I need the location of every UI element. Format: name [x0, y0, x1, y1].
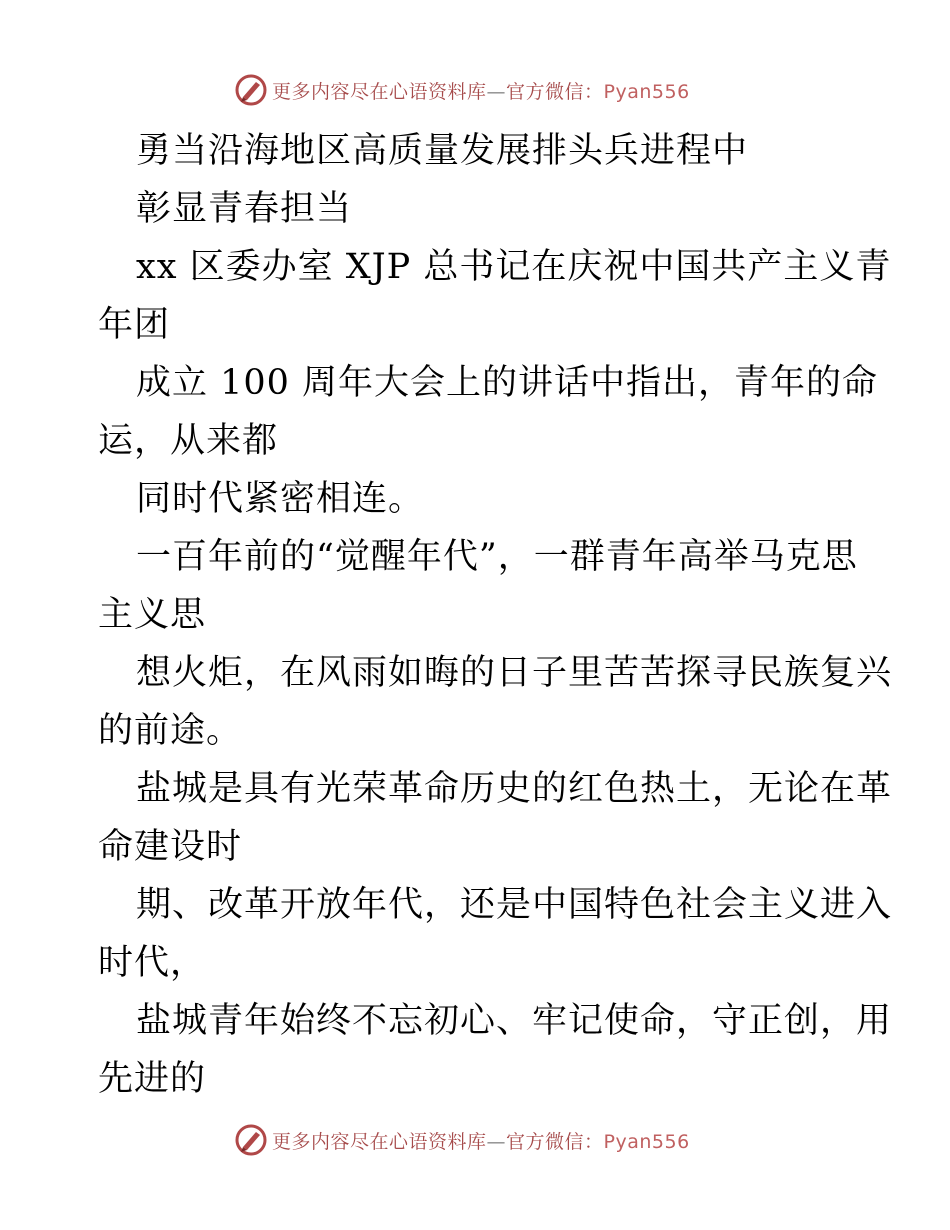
- text-line: 彰显青春担当: [136, 189, 353, 229]
- text-line: 先进的: [98, 1059, 207, 1099]
- text-line: 一百年前的“觉醒年代”，一群青年高举马克思: [136, 537, 858, 577]
- text-line: 命建设时: [98, 827, 243, 867]
- text-line: 盐城是具有光荣革命历史的红色热土，无论在革: [136, 769, 893, 809]
- text-line: 勇当沿海地区高质量发展排头兵进程中: [136, 131, 749, 171]
- pen-seal-icon: [234, 1123, 268, 1157]
- text-line: 想火炬，在风雨如晦的日子里苦苦探寻民族复兴: [136, 653, 893, 693]
- pen-seal-icon: [234, 73, 268, 107]
- document-body: [98, 122, 893, 1108]
- text-line: 时代，: [98, 943, 207, 983]
- watermark-text: 更多内容尽在心语资料库—官方微信：Pyan556: [272, 1130, 690, 1153]
- text-line: 主义思: [98, 595, 207, 635]
- watermark-text: 更多内容尽在心语资料库—官方微信：Pyan556: [272, 80, 690, 103]
- text-line: 运，从来都: [98, 421, 279, 461]
- text-line: xx 区委办室 XJP 总书记在庆祝中国共产主义青: [136, 247, 892, 287]
- text-line: 成立 100 周年大会上的讲话中指出，青年的命: [136, 363, 879, 403]
- text-line: 同时代紧密相连。: [136, 479, 425, 519]
- text-line: 的前途。: [98, 711, 243, 751]
- header-watermark: [234, 72, 690, 108]
- text-line: 盐城青年始终不忘初心、牢记使命，守正创，用: [136, 1001, 893, 1041]
- text-line: 年团: [98, 305, 171, 345]
- footer-watermark: [234, 1122, 690, 1158]
- text-line: 期、改革开放年代，还是中国特色社会主义进入: [136, 885, 893, 925]
